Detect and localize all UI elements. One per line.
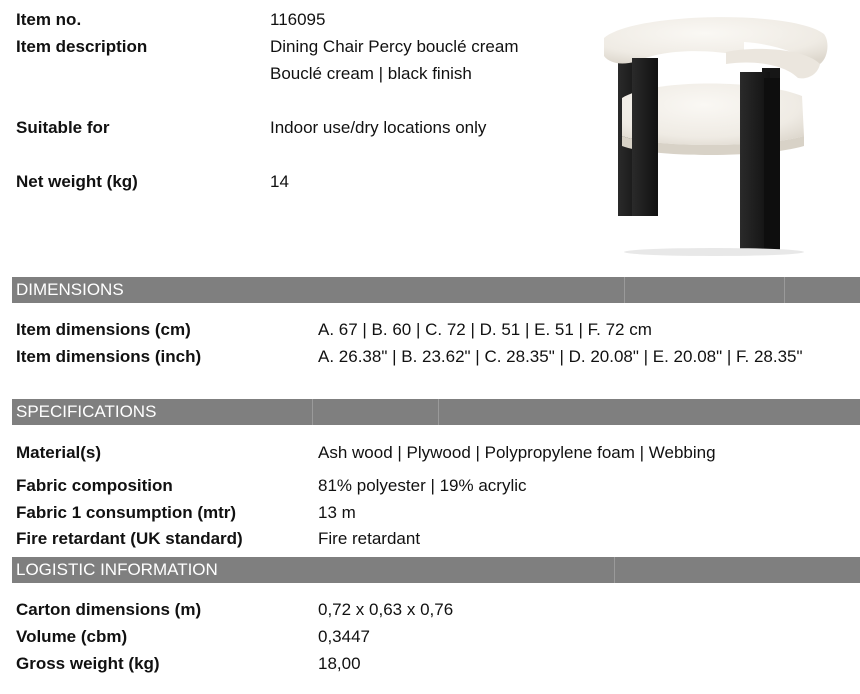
fabric-consumption-label: Fabric 1 consumption (mtr) xyxy=(16,503,237,522)
item-description-value: Dining Chair Percy bouclé cream xyxy=(270,37,519,56)
carton-dimensions-value: 0,72 x 0,63 x 0,76 xyxy=(318,600,454,619)
bar-divider xyxy=(312,399,313,425)
item-no-value: 116095 xyxy=(270,10,326,29)
fire-retardant-value: Fire retardant xyxy=(318,529,421,548)
dimensions-section-header xyxy=(12,277,860,303)
dimensions-title: DIMENSIONS xyxy=(16,280,124,299)
materials-label: Material(s) xyxy=(16,443,102,462)
bar-divider xyxy=(784,277,785,303)
item-dimensions-cm-label: Item dimensions (cm) xyxy=(16,320,191,339)
net-weight-label: Net weight (kg) xyxy=(16,172,138,191)
item-dimensions-cm-value: A. 67 | B. 60 | C. 72 | D. 51 | E. 51 | F. 72 cm xyxy=(318,320,652,339)
logistic-title: LOGISTIC INFORMATION xyxy=(16,560,218,579)
materials-value: Ash wood | Plywood | Polypropylene foam | Webbing xyxy=(318,443,716,462)
item-no-label: Item no. xyxy=(16,10,82,29)
chair-photo-icon xyxy=(594,8,830,258)
carton-dimensions-label: Carton dimensions (m) xyxy=(16,600,202,619)
item-dimensions-inch-label: Item dimensions (inch) xyxy=(16,347,202,366)
gross-weight-label: Gross weight (kg) xyxy=(16,654,160,673)
net-weight-value: 14 xyxy=(270,172,289,191)
volume-label: Volume (cbm) xyxy=(16,627,128,646)
gross-weight-value: 18,00 xyxy=(318,654,361,673)
fabric-consumption-value: 13 m xyxy=(318,503,356,522)
bar-divider xyxy=(614,557,615,583)
item-description-finish: Bouclé cream | black finish xyxy=(270,64,472,83)
specifications-title: SPECIFICATIONS xyxy=(16,402,157,421)
bar-divider xyxy=(624,277,625,303)
logistic-section-header xyxy=(12,557,860,583)
fabric-composition-value: 81% polyester | 19% acrylic xyxy=(318,476,527,495)
specifications-section-header xyxy=(12,399,860,425)
suitable-for-label: Suitable for xyxy=(16,118,110,137)
fire-retardant-label: Fire retardant (UK standard) xyxy=(16,529,243,548)
item-description-label: Item description xyxy=(16,37,148,56)
item-dimensions-inch-value: A. 26.38" | B. 23.62" | C. 28.35" | D. 20.08" | E. 20.08" | F. 28.35" xyxy=(318,347,803,366)
bar-divider xyxy=(438,399,439,425)
suitable-for-value: Indoor use/dry locations only xyxy=(270,118,487,137)
fabric-composition-label: Fabric composition xyxy=(16,476,173,495)
volume-value: 0,3447 xyxy=(318,627,370,646)
